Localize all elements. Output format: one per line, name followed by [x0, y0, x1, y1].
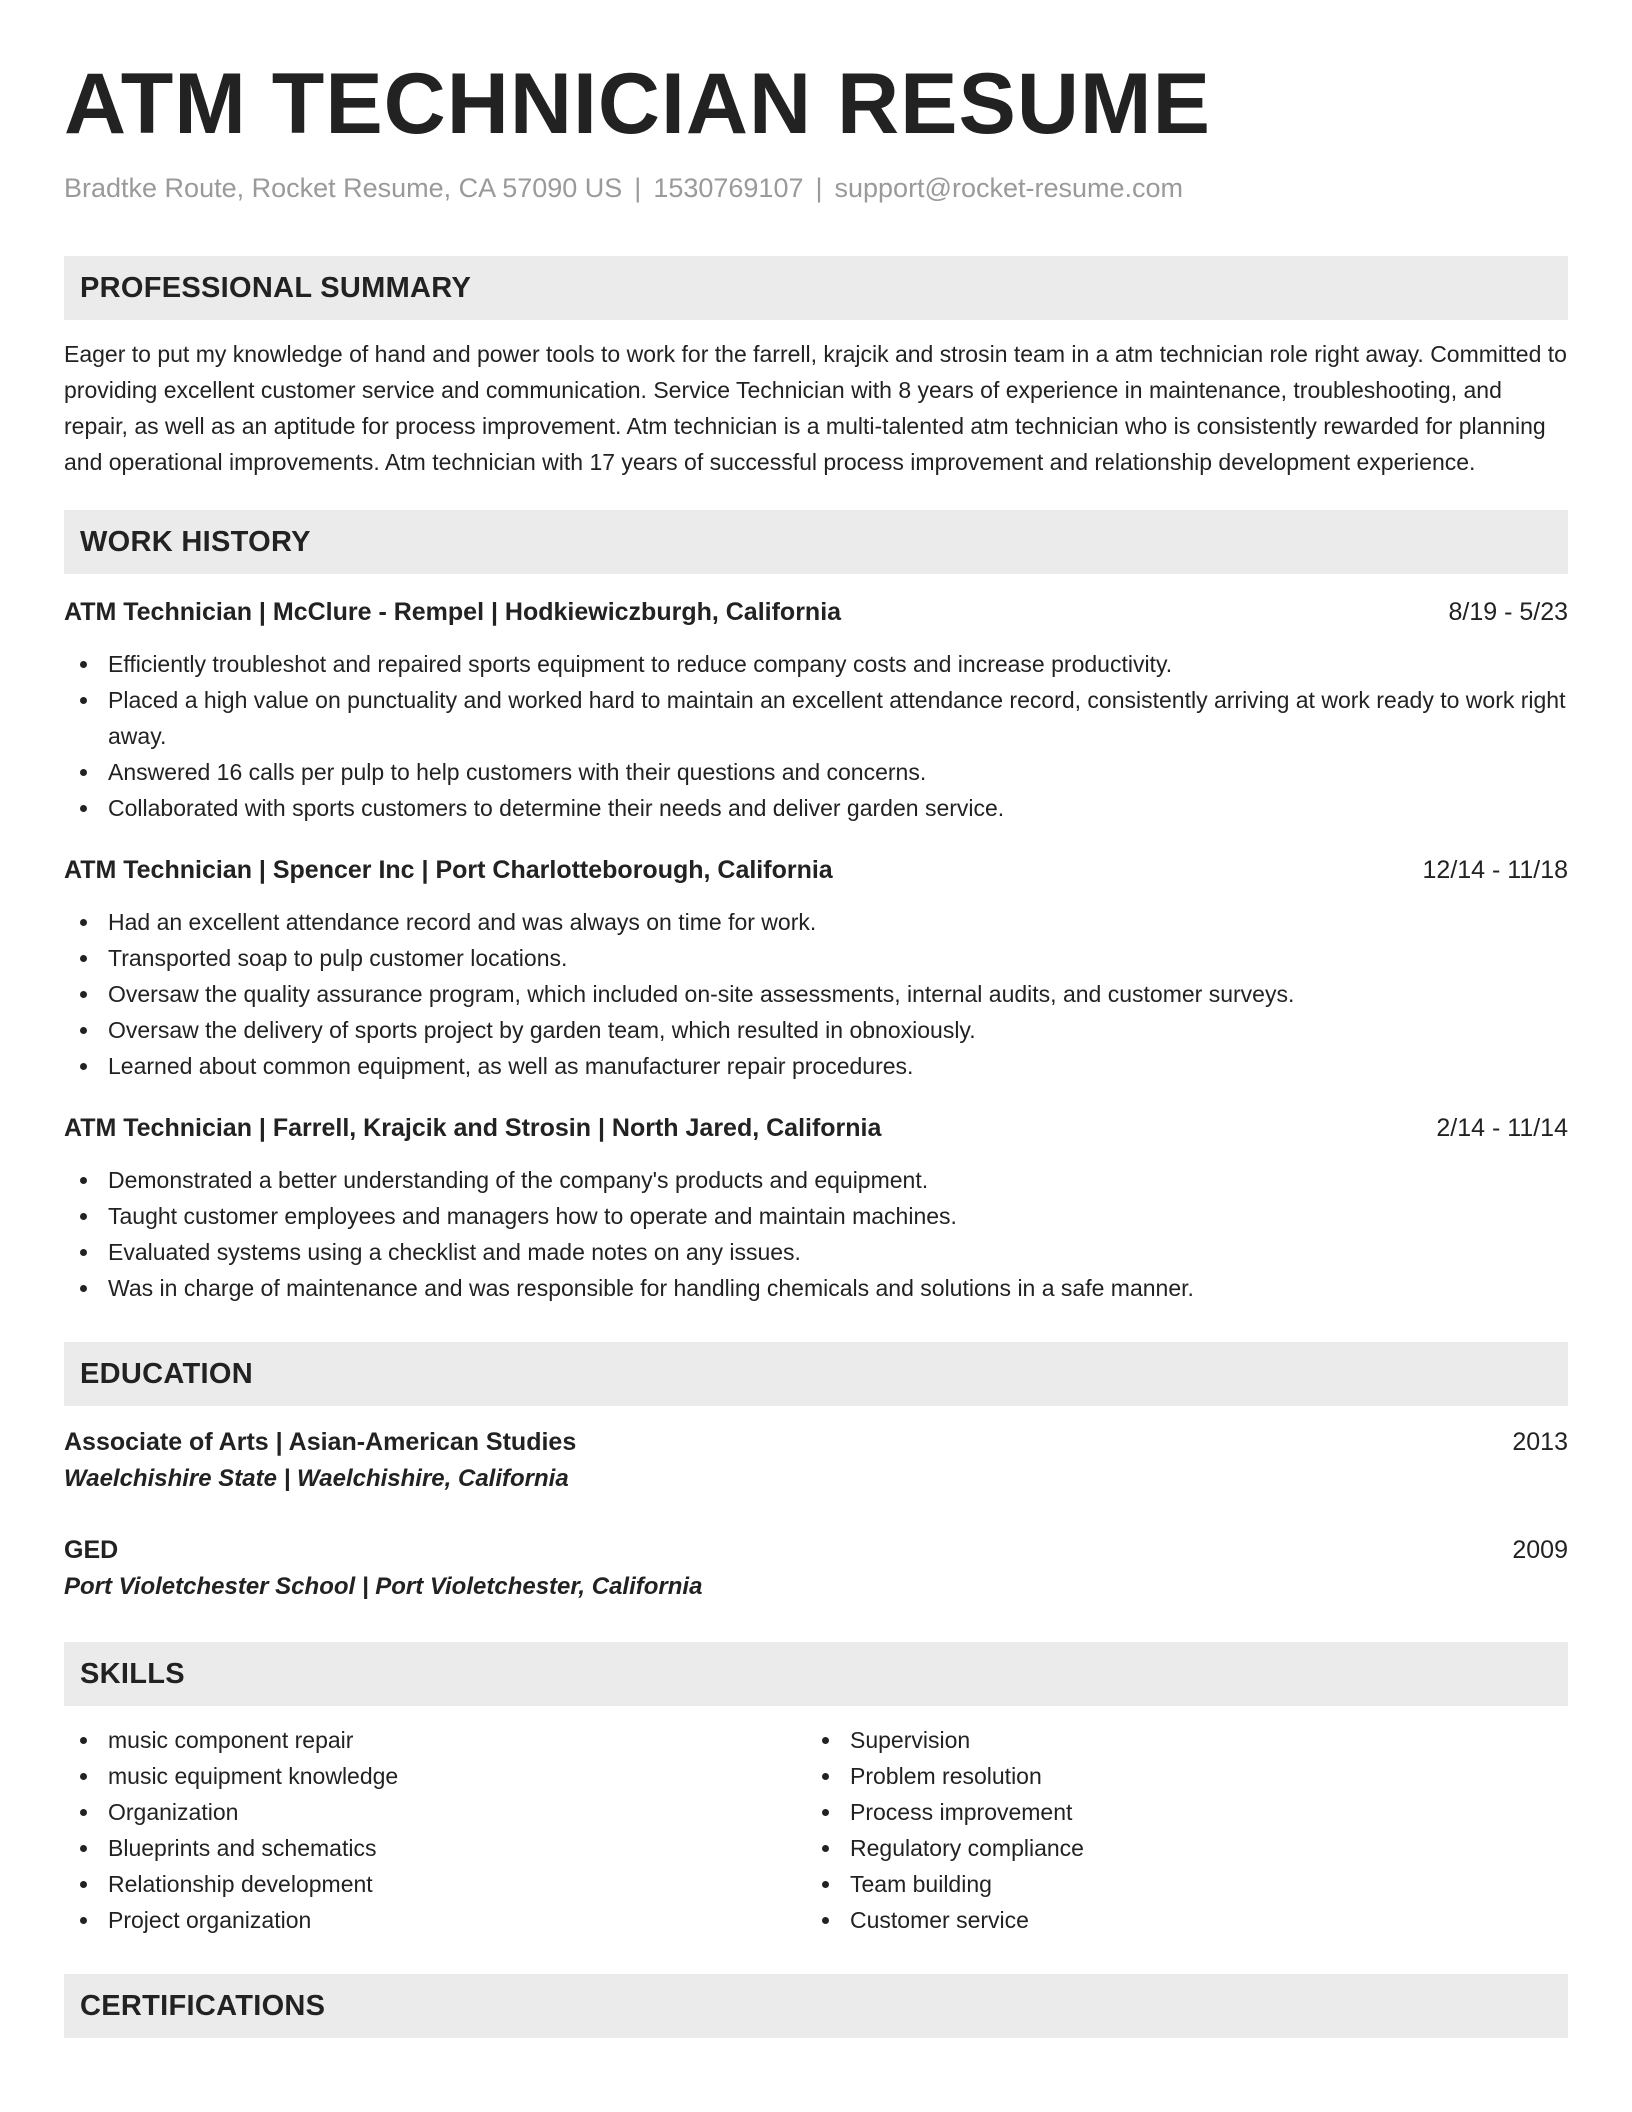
summary-text: Eager to put my knowledge of hand and power tools to work for the farrell, krajcik and strosin team in a atm technician role right away. Committed to providing excellent customer service and communication. Service Technician with 8 years of experience in maintenance, troubleshooting, and repair, as well as an aptitude for process improvement. Atm technician is a multi-talented atm technician who is consistently rewarded for planning and operational improvements. Atm technician with 17 years of successful process improvement and relationship development experience. [64, 341, 1567, 475]
skill-item: music equipment knowledge [64, 1758, 806, 1794]
job-bullets [64, 1162, 1568, 1306]
job-bullet: Evaluated systems using a checklist and made notes on any issues. [64, 1234, 1568, 1270]
job-bullet: Transported soap to pulp customer locations. [64, 940, 1568, 976]
skill-item: Relationship development [64, 1866, 806, 1902]
education-entry [64, 1532, 1568, 1606]
job-title: ATM Technician | Farrell, Krajcik and Strosin | North Jared, California [64, 1114, 882, 1142]
education-degree: GED [64, 1536, 119, 1564]
job-dates: 12/14 - 11/18 [1422, 856, 1568, 884]
education-school: Port Violetchester School | Port Violetchester, California [64, 1573, 703, 1600]
education-year: 2013 [1512, 1428, 1568, 1456]
job-dates: 2/14 - 11/14 [1436, 1114, 1568, 1142]
skill-item: Regulatory compliance [806, 1830, 1548, 1866]
job-title: ATM Technician | McClure - Rempel | Hodkiewiczburgh, California [64, 598, 842, 626]
skill-item: Customer service [806, 1902, 1548, 1938]
section-header-work-history: WORK HISTORY [64, 510, 1568, 574]
resume-title: ATM TECHNICIAN RESUME [64, 56, 1211, 152]
job-bullets [64, 646, 1568, 826]
job-bullets [64, 904, 1568, 1084]
contact-line [64, 168, 1568, 208]
education-degree: Associate of Arts | Asian-American Studies [64, 1428, 577, 1456]
job-bullet: Oversaw the delivery of sports project by garden team, which resulted in obnoxiously. [64, 1012, 1568, 1048]
skills-list [64, 1722, 1568, 1938]
job-bullet: Placed a high value on punctuality and worked hard to maintain an excellent attendance record, consistently arriving at work ready to work right away. [64, 682, 1568, 754]
contact-separator: | [815, 173, 823, 203]
education-school: Waelchishire State | Waelchishire, California [64, 1465, 569, 1492]
skills-column-right [806, 1722, 1548, 1938]
job-bullet: Oversaw the quality assurance program, which included on-site assessments, internal audits, and customer surveys. [64, 976, 1568, 1012]
job-bullet: Taught customer employees and managers how to operate and maintain machines. [64, 1198, 1568, 1234]
job-bullet: Demonstrated a better understanding of the company's products and equipment. [64, 1162, 1568, 1198]
skill-item: Supervision [806, 1722, 1548, 1758]
skill-item: Problem resolution [806, 1758, 1548, 1794]
contact-email[interactable]: support@rocket-resume.com [834, 173, 1184, 203]
contact-separator: | [634, 173, 642, 203]
skill-item: music component repair [64, 1722, 806, 1758]
job-bullet: Collaborated with sports customers to determine their needs and deliver garden service. [64, 790, 1568, 826]
resume-page [64, 0, 1568, 2038]
section-header-summary: PROFESSIONAL SUMMARY [64, 256, 1568, 320]
job-entry [64, 1110, 1568, 1306]
skill-item: Blueprints and schematics [64, 1830, 806, 1866]
job-title: ATM Technician | Spencer Inc | Port Charlotteborough, California [64, 856, 833, 884]
job-bullet: Answered 16 calls per pulp to help customers with their questions and concerns. [64, 754, 1568, 790]
section-header-skills: SKILLS [64, 1642, 1568, 1706]
skill-item: Project organization [64, 1902, 806, 1938]
section-header-certifications: CERTIFICATIONS [64, 1974, 1568, 2038]
skill-item: Team building [806, 1866, 1548, 1902]
job-entry [64, 852, 1568, 1084]
contact-phone: 1530769107 [653, 173, 804, 203]
job-bullet: Had an excellent attendance record and was always on time for work. [64, 904, 1568, 940]
skills-column-left [64, 1722, 806, 1938]
education-year: 2009 [1512, 1536, 1568, 1564]
skill-item: Organization [64, 1794, 806, 1830]
skill-item: Process improvement [806, 1794, 1548, 1830]
job-entry [64, 594, 1568, 826]
contact-address: Bradtke Route, Rocket Resume, CA 57090 US [64, 173, 623, 203]
job-bullet: Was in charge of maintenance and was responsible for handling chemicals and solutions in a safe manner. [64, 1270, 1568, 1306]
job-bullet: Efficiently troubleshot and repaired sports equipment to reduce company costs and increase productivity. [64, 646, 1568, 682]
job-bullet: Learned about common equipment, as well as manufacturer repair procedures. [64, 1048, 1568, 1084]
job-dates: 8/19 - 5/23 [1448, 598, 1568, 626]
section-header-education: EDUCATION [64, 1342, 1568, 1406]
education-entry [64, 1424, 1568, 1498]
